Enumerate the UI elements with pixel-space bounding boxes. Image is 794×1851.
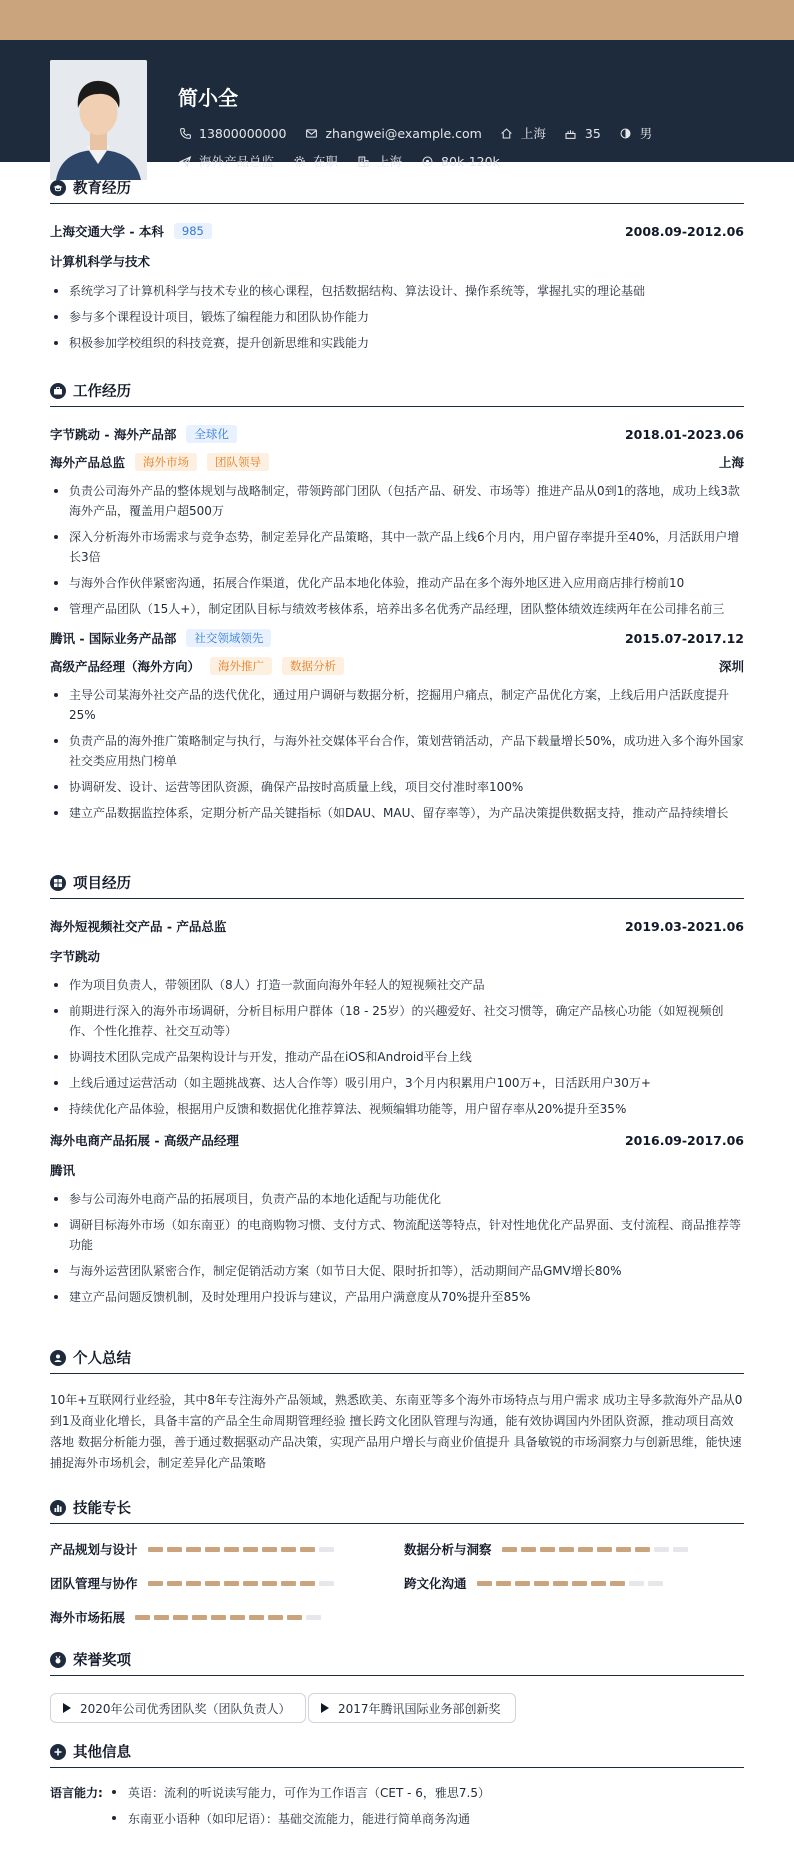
home-icon — [500, 126, 514, 140]
list-item: 负责公司海外产品的整体规划与战略制定，带领跨部门团队（包括产品、研发、市场等）推进产品从0到1的落地，成功上线3款海外产品，覆盖用户超500万 — [50, 481, 744, 521]
location-text: 上海 — [520, 126, 546, 141]
salary-item — [420, 154, 500, 169]
skill-level-segment — [654, 1547, 669, 1552]
skill-name: 产品规划与设计 — [50, 1542, 138, 1557]
skill-level-segment — [673, 1547, 688, 1552]
skill-level-segment — [211, 1615, 226, 1620]
skill-level-segment — [135, 1615, 150, 1620]
role-tag: 团队领导 — [207, 453, 269, 471]
skill-level-segment — [534, 1581, 549, 1586]
education-heading — [50, 178, 744, 204]
project-bullets — [50, 1189, 744, 1307]
age-text: 35 — [584, 125, 601, 141]
other-title: 其他信息 — [73, 1745, 131, 1761]
skill-name: 团队管理与协作 — [50, 1576, 138, 1591]
skill-level-segment — [281, 1547, 296, 1552]
education-bullets — [50, 281, 744, 353]
summary-text: 10年+互联网行业经验，其中8年专注海外产品领域，熟悉欧美、东南亚等多个海外市场特点与用户需求 成功主导多款海外产品从0到1及商业化增长，具备丰富的产品全生命周期管理经验 擅长跨文化团队管理与沟通，能有效协调国内外团队资源，推动项目高效落地 数据分析能力强，善于通过数据驱动产品决策，实现产品用户增长与商业价值提升 具备敏锐的市场洞察力与创新思维，能快速捕捉海外市场机会，制定差异化产品策略 — [50, 1393, 743, 1470]
list-item: 参与多个课程设计项目，锻炼了编程能力和团队协作能力 — [50, 307, 744, 327]
skill-level-segment — [268, 1615, 283, 1620]
bar-chart-icon — [50, 1500, 66, 1516]
skill-level-segment — [287, 1615, 302, 1620]
project-name: 海外短视频社交产品 - 产品总监 — [50, 919, 227, 934]
briefcase-icon — [50, 383, 66, 399]
list-item: 东南亚小语种（如印尼语）：基础交流能力，能进行简单商务沟通 — [110, 1810, 470, 1827]
work-section — [50, 381, 744, 829]
skill-level-segment — [262, 1547, 277, 1552]
target-city-item — [356, 152, 402, 170]
skill-level-segment — [224, 1547, 239, 1552]
awards-heading — [50, 1650, 744, 1676]
gender-text: 男 — [639, 126, 653, 141]
skill-level-meter — [477, 1581, 667, 1586]
education-period: 2008.09-2012.06 — [624, 223, 744, 239]
mail-icon — [304, 126, 318, 140]
skill-level-segment — [521, 1547, 536, 1552]
skill-item — [50, 1574, 338, 1592]
job-period: 2018.01-2023.06 — [624, 426, 744, 442]
play-icon — [321, 1703, 329, 1713]
skill-level-segment — [578, 1547, 593, 1552]
play-icon — [63, 1703, 71, 1713]
job-role: 海外产品总监 — [50, 455, 126, 470]
project-entry-row — [50, 917, 744, 935]
skill-level-segment — [502, 1547, 517, 1552]
project-period: 2019.03-2021.06 — [624, 918, 744, 934]
location-item — [500, 124, 546, 142]
skill-level-meter — [148, 1547, 338, 1552]
project-period: 2016.09-2017.06 — [624, 1132, 744, 1148]
skills-title: 技能专长 — [73, 1501, 131, 1517]
email-item — [304, 126, 481, 141]
school-name: 上海交通大学 - 本科 — [50, 224, 164, 239]
position-text: 海外产品总监 — [199, 154, 275, 169]
skill-name: 数据分析与洞察 — [404, 1542, 492, 1557]
list-item: 上线后通过运营活动（如主题挑战赛、达人合作等）吸引用户，3个月内积累用户100万+，日活跃用户30万+ — [50, 1073, 744, 1093]
skill-level-segment — [610, 1581, 625, 1586]
list-item: 英语：流利的听说读写能力，可作为工作语言（CET - 6，雅思7.5） — [110, 1784, 490, 1801]
skill-level-segment — [635, 1547, 650, 1552]
phone-item — [178, 126, 286, 141]
major: 计算机科学与技术 — [50, 254, 151, 269]
list-item: 与海外合作伙伴紧密沟通，拓展合作渠道，优化产品本地化体验，推动产品在多个海外地区进入应用商店排行榜前10 — [50, 573, 744, 593]
award-item — [308, 1693, 516, 1723]
status-item — [292, 152, 338, 170]
send-icon — [178, 154, 192, 168]
skill-item — [404, 1574, 667, 1592]
summary-title: 个人总结 — [73, 1351, 131, 1367]
company-tag: 全球化 — [186, 425, 237, 443]
list-item: 主导公司某海外社交产品的迭代优化，通过用户调研与数据分析，挖掘用户痛点，制定产品优化方案，上线后用户活跃度提升25% — [50, 685, 744, 725]
gender-item — [619, 124, 653, 142]
award-item — [50, 1693, 306, 1723]
skill-level-segment — [224, 1581, 239, 1586]
skill-level-segment — [496, 1581, 511, 1586]
list-item: 调研目标海外市场（如东南亚）的电商购物习惯、支付方式、物流配送等特点，针对性地优化产品界面、支付流程、商品推荐等功能 — [50, 1215, 744, 1255]
skill-level-segment — [629, 1581, 644, 1586]
skill-level-segment — [597, 1547, 612, 1552]
skill-item — [50, 1540, 338, 1558]
skill-level-segment — [559, 1547, 574, 1552]
list-item: 参与公司海外电商产品的拓展项目，负责产品的本地化适配与功能优化 — [50, 1189, 744, 1209]
skill-level-meter — [135, 1615, 325, 1620]
education-section — [50, 178, 744, 359]
skill-level-segment — [553, 1581, 568, 1586]
email-text: zhangwei@example.com — [325, 125, 482, 141]
awards-list — [50, 1693, 744, 1725]
skill-level-segment — [319, 1547, 334, 1552]
skill-level-segment — [205, 1581, 220, 1586]
other-list — [50, 1784, 744, 1844]
skill-level-meter — [502, 1547, 692, 1552]
list-item: 协调技术团队完成产品架构设计与开发，推动产品在iOS和Android平台上线 — [50, 1047, 744, 1067]
project-company: 腾讯 — [50, 1163, 76, 1178]
job-bullets — [50, 685, 744, 823]
position-item — [178, 152, 274, 170]
company-tag: 社交领域领先 — [186, 629, 271, 647]
skills-list — [50, 1524, 744, 1634]
salary-text: 80k-120k — [441, 153, 500, 169]
top-accent-band — [0, 0, 794, 40]
skill-level-segment — [515, 1581, 530, 1586]
skill-level-segment — [173, 1615, 188, 1620]
job-role: 高级产品经理（海外方向） — [50, 659, 201, 674]
gear-icon — [292, 154, 306, 168]
project-bullets — [50, 975, 744, 1119]
work-heading — [50, 381, 744, 407]
job-entry-row — [50, 629, 744, 647]
age-icon — [564, 126, 578, 140]
skill-level-segment — [300, 1581, 315, 1586]
contact-row — [178, 124, 670, 142]
skill-level-segment — [572, 1581, 587, 1586]
status-text: 在职 — [313, 154, 339, 169]
list-item: 管理产品团队（15人+），制定团队目标与绩效考核体系，培养出多名优秀产品经理，团队整体绩效连续两年在公司排名前三 — [50, 599, 744, 619]
skill-level-segment — [591, 1581, 606, 1586]
work-title: 工作经历 — [73, 384, 131, 400]
skill-item — [404, 1540, 692, 1558]
profile-photo — [50, 60, 147, 180]
skill-level-segment — [319, 1581, 334, 1586]
language-label: 语言能力: — [50, 1786, 103, 1800]
company-name: 字节跳动 - 海外产品部 — [50, 427, 177, 442]
grid-icon — [50, 875, 66, 891]
skill-level-segment — [243, 1581, 258, 1586]
list-item: 建立产品数据监控体系，定期分析产品关键指标（如DAU、MAU、留存率等），为产品决策提供数据支持，推动产品持续增长 — [50, 803, 744, 823]
gender-icon — [619, 126, 633, 140]
skill-name: 海外市场拓展 — [50, 1610, 126, 1625]
building-icon — [356, 154, 370, 168]
skill-level-segment — [540, 1547, 555, 1552]
list-item: 建立产品问题反馈机制，及时处理用户投诉与建议，产品用户满意度从70%提升至85% — [50, 1287, 744, 1307]
list-item: 前期进行深入的海外市场调研，分析目标用户群体（18 - 25岁）的兴趣爱好、社交习惯等，确定产品核心功能（如短视频创作、个性化推荐、社交互动等） — [50, 1001, 744, 1041]
age-item — [564, 126, 601, 141]
education-entry-row — [50, 222, 744, 240]
candidate-name: 简小全 — [178, 86, 238, 110]
skill-level-segment — [230, 1615, 245, 1620]
project-company: 字节跳动 — [50, 949, 101, 964]
skill-level-segment — [205, 1547, 220, 1552]
graduation-cap-icon — [50, 180, 66, 196]
skill-level-segment — [281, 1581, 296, 1586]
projects-section — [50, 873, 744, 1313]
list-item: 负责产品的海外推广策略制定与执行，与海外社交媒体平台合作，策划营销活动，产品下载量增长50%，成功进入多个海外国家社交类应用热门榜单 — [50, 731, 744, 771]
job-role-row — [50, 453, 744, 471]
skill-item — [50, 1608, 325, 1626]
skill-level-meter — [148, 1581, 338, 1586]
role-tag: 海外推广 — [210, 657, 272, 675]
target-city-text: 上海 — [377, 154, 403, 169]
phone-text: 13800000000 — [199, 125, 287, 141]
other-heading — [50, 1742, 744, 1768]
target-icon — [420, 154, 434, 168]
job-bullets — [50, 481, 744, 619]
skill-level-segment — [186, 1581, 201, 1586]
list-item: 协调研发、设计、运营等团队资源，确保产品按时高质量上线，项目交付准时率100% — [50, 777, 744, 797]
job-entry-row — [50, 425, 744, 443]
skill-level-segment — [300, 1547, 315, 1552]
resume-header — [0, 40, 794, 169]
skills-heading — [50, 1498, 744, 1524]
skill-level-segment — [249, 1615, 264, 1620]
plus-icon — [50, 1744, 66, 1760]
list-item: 系统学习了计算机科学与技术专业的核心课程，包括数据结构、算法设计、操作系统等，掌握扎实的理论基础 — [50, 281, 744, 301]
summary-section — [50, 1348, 744, 1474]
list-item: 持续优化产品体验，根据用户反馈和数据优化推荐算法、视频编辑功能等，用户留存率从20%提升至35% — [50, 1099, 744, 1119]
list-item: 与海外运营团队紧密合作，制定促销活动方案（如节日大促、限时折扣等），活动期间产品GMV增长80% — [50, 1261, 744, 1281]
phone-icon — [178, 126, 192, 140]
skill-level-segment — [616, 1547, 631, 1552]
skill-level-segment — [192, 1615, 207, 1620]
award-label: 2020年公司优秀团队奖（团队负责人） — [80, 1701, 291, 1716]
skill-level-segment — [148, 1581, 163, 1586]
role-tag: 海外市场 — [135, 453, 197, 471]
skill-level-segment — [262, 1581, 277, 1586]
skill-level-segment — [243, 1547, 258, 1552]
skill-name: 跨文化沟通 — [404, 1576, 467, 1591]
projects-heading — [50, 873, 744, 899]
list-item: 作为项目负责人，带领团队（8人）打造一款面向海外年轻人的短视频社交产品 — [50, 975, 744, 995]
skill-level-segment — [167, 1547, 182, 1552]
company-name: 腾讯 - 国际业务产品部 — [50, 631, 177, 646]
other-section — [50, 1742, 744, 1844]
project-entry-row — [50, 1131, 744, 1149]
job-city: 深圳 — [718, 659, 744, 674]
user-icon — [50, 1350, 66, 1366]
skill-level-segment — [167, 1581, 182, 1586]
job-role-row — [50, 657, 744, 675]
awards-title: 荣誉奖项 — [73, 1653, 131, 1669]
job-city: 上海 — [718, 455, 744, 470]
list-item: 深入分析海外市场需求与竞争态势，制定差异化产品策略，其中一款产品上线6个月内，用户留存率提升至40%，月活跃用户增长3倍 — [50, 527, 744, 567]
award-label: 2017年腾讯国际业务部创新奖 — [338, 1701, 501, 1716]
skill-level-segment — [477, 1581, 492, 1586]
skills-section — [50, 1498, 744, 1634]
skill-level-segment — [186, 1547, 201, 1552]
skill-level-segment — [154, 1615, 169, 1620]
job-period: 2015.07-2017.12 — [624, 630, 744, 646]
projects-title: 项目经历 — [73, 876, 131, 892]
skill-level-segment — [306, 1615, 321, 1620]
medal-icon — [50, 1652, 66, 1668]
awards-section — [50, 1650, 744, 1725]
summary-heading — [50, 1348, 744, 1374]
education-title: 教育经历 — [73, 181, 131, 197]
skill-level-segment — [648, 1581, 663, 1586]
school-tag: 985 — [174, 223, 212, 239]
role-tag: 数据分析 — [282, 657, 344, 675]
job-intent-row — [178, 152, 518, 170]
project-name: 海外电商产品拓展 - 高级产品经理 — [50, 1133, 239, 1148]
list-item: 积极参加学校组织的科技竞赛，提升创新思维和实践能力 — [50, 333, 744, 353]
skill-level-segment — [148, 1547, 163, 1552]
